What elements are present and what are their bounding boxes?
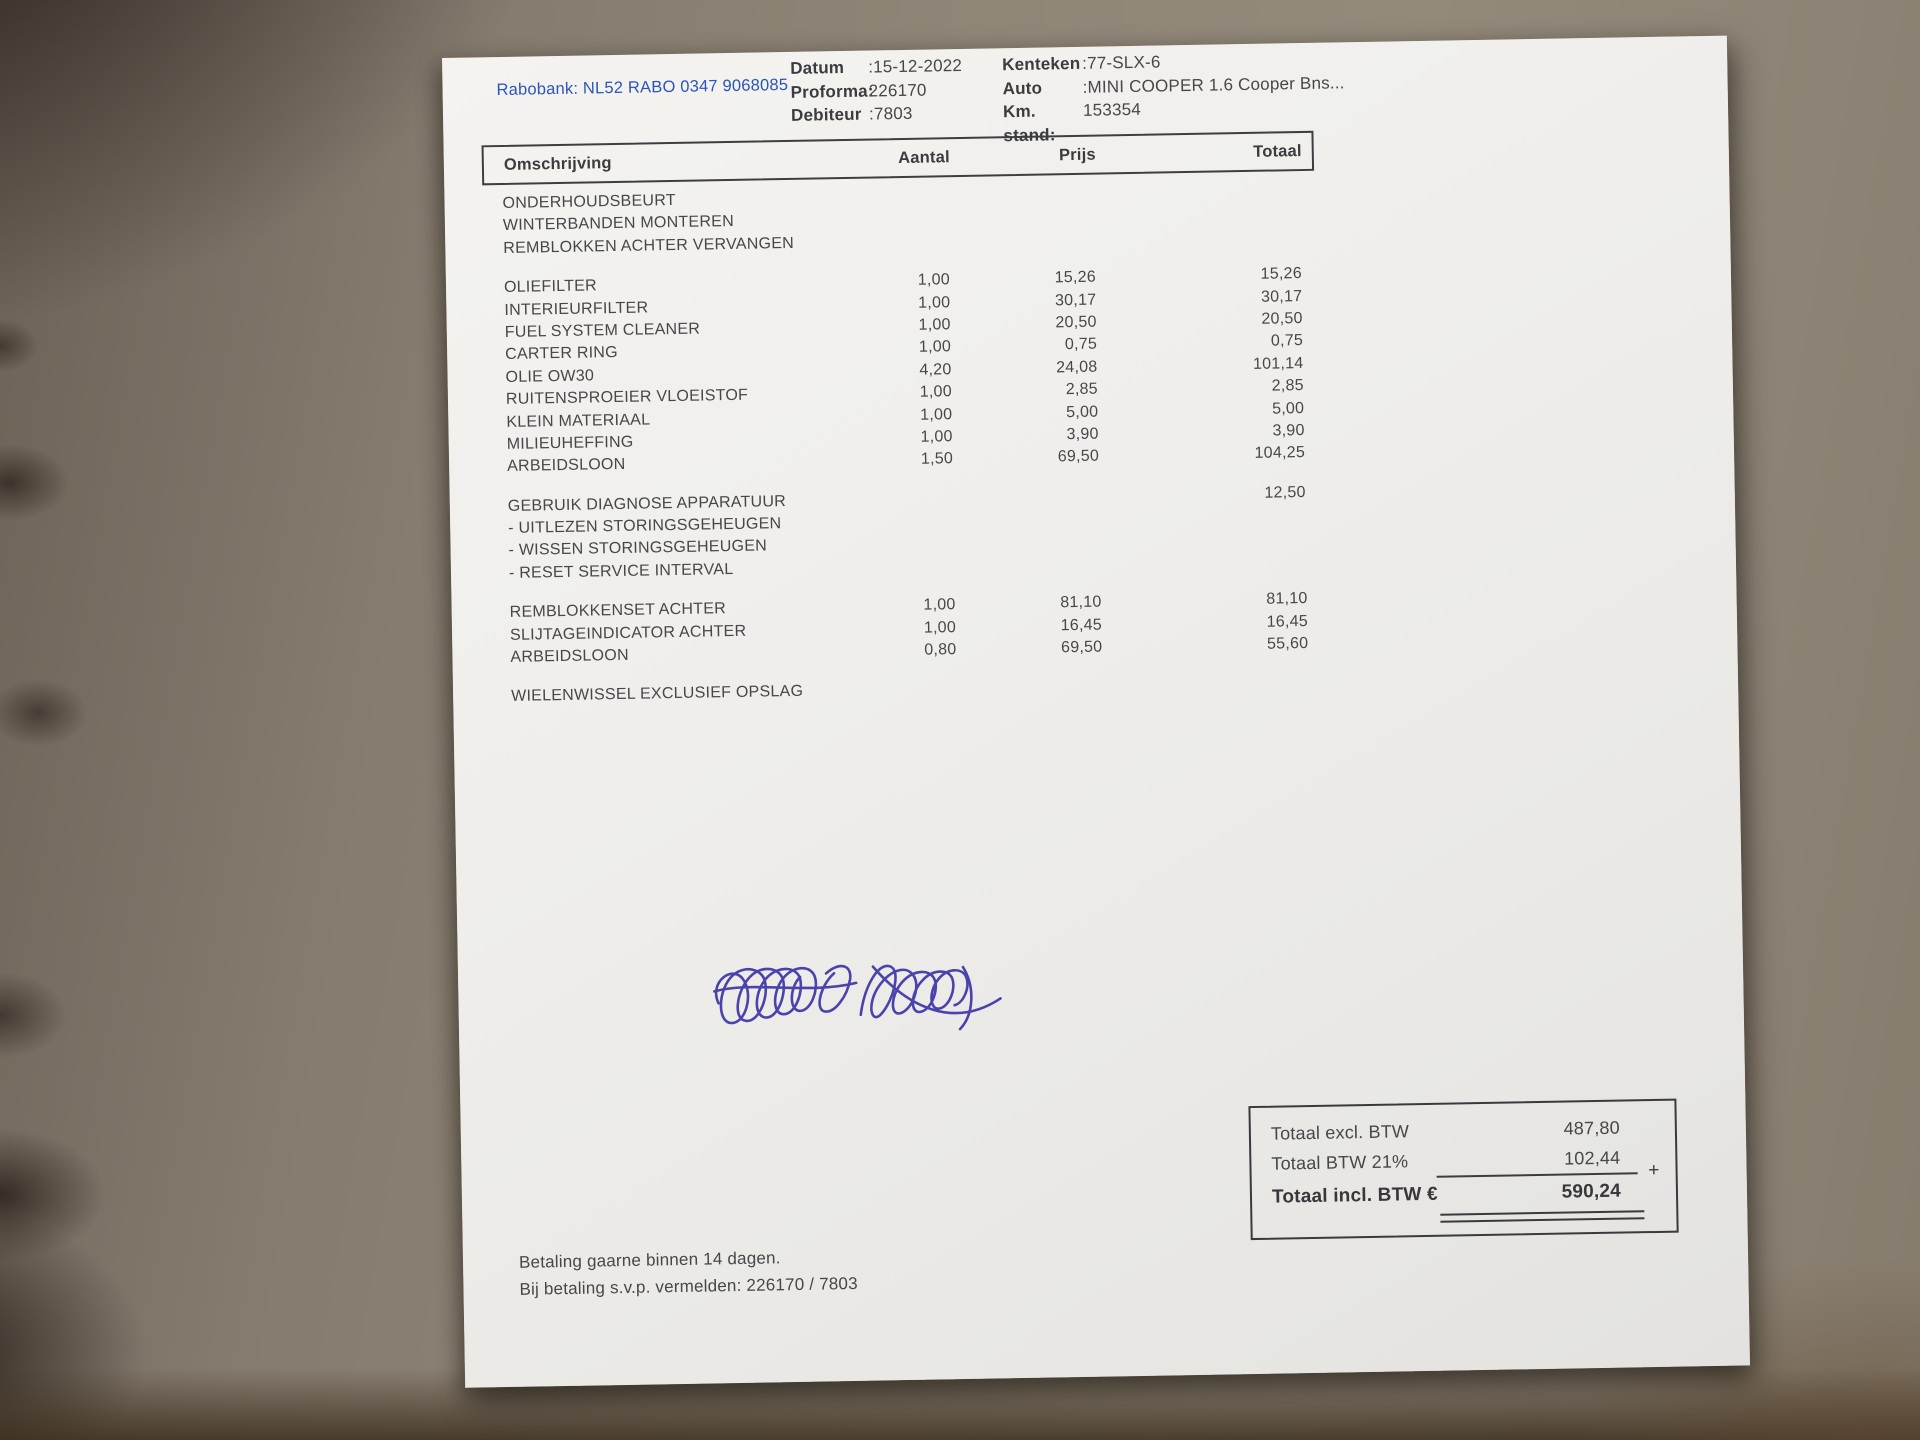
line-item-desc: FUEL SYSTEM CLEANER (504, 320, 701, 341)
line-item-prijs: 20,50 (1055, 313, 1097, 332)
line-item-aantal (802, 185, 948, 210)
line-item-totaal: 5,00 (1271, 399, 1305, 418)
line-item-desc: WIELENWISSEL EXCLUSIEF OPSLAG (511, 683, 804, 706)
line-items (482, 179, 1323, 709)
signature-stroke (716, 968, 817, 1023)
line-item-aantal (803, 230, 949, 255)
plus-sign: + (1648, 1159, 1660, 1182)
line-item-totaal (1095, 224, 1301, 250)
line-item-desc: GEBRUIK DIAGNOSE APPARATUUR (507, 492, 787, 515)
line-item-aantal (808, 510, 954, 535)
line-item-desc: ONDERHOUDSBEURT (502, 191, 676, 212)
line-item-totaal: 0,75 (1270, 332, 1304, 350)
line-item-prijs: 24,08 (1056, 358, 1098, 377)
meta-value: :MINI COOPER 1.6 Cooper Bns... (1082, 72, 1345, 97)
line-item-prijs (954, 530, 1100, 555)
line-item-prijs: 30,17 (1054, 291, 1097, 309)
meta-label: Datum (790, 57, 845, 78)
line-item-totaal: 16,45 (1266, 612, 1309, 631)
line-item-desc: KLEIN MATERIAAL (506, 410, 651, 431)
line-item-aantal (808, 533, 954, 558)
line-item-totaal: 2,85 (1271, 377, 1304, 395)
meta-value: 226170 (868, 80, 927, 101)
meta-value: :15-12-2022 (868, 55, 963, 77)
line-item-prijs: 69,50 (1057, 447, 1100, 466)
line-item-desc: RUITENSPROEIER VLOEISTOF (505, 386, 749, 409)
total-label: Totaal BTW 21% (1271, 1150, 1409, 1174)
payment-line-1: Betaling gaarne binnen 14 dagen. (518, 1248, 781, 1272)
line-item-desc: REMBLOKKENSET ACHTER (509, 600, 727, 622)
line-item-aantal (809, 555, 955, 580)
line-item-desc: WINTERBANDEN MONTEREN (502, 213, 735, 235)
line-item-aantal: 1,00 (923, 618, 957, 637)
payment-line-2: Bij betaling s.v.p. vermelden: 226170 / 7803 (519, 1273, 858, 1299)
total-incl-btw-row (1272, 1176, 1676, 1213)
line-item-prijs: 2,85 (1065, 380, 1099, 399)
line-item-totaal (1101, 549, 1307, 575)
total-label: Totaal incl. BTW € (1271, 1183, 1438, 1208)
line-item-aantal: 1,00 (923, 596, 956, 614)
line-item-prijs: 0,75 (1064, 335, 1098, 354)
line-item-aantal: 1,50 (920, 450, 954, 468)
line-item-aantal: 0,80 (924, 641, 957, 659)
line-item-desc: - UITLEZEN STORINGSGEHEUGEN (508, 515, 782, 537)
meta-field-debiteur (791, 101, 963, 127)
line-item-aantal (808, 488, 954, 513)
meta-label: Debiteur (790, 104, 862, 125)
column-header-prijs: Prijs (1058, 145, 1096, 164)
line-item-totaal: 101,14 (1252, 354, 1304, 373)
line-item-aantal: 1,00 (917, 271, 951, 289)
line-item-prijs (954, 508, 1100, 533)
meta-field-datum (790, 54, 962, 80)
line-item-aantal (803, 208, 949, 233)
total-value: 102,44 (1563, 1147, 1621, 1169)
line-item-desc: - WISSEN STORINGSGEHEUGEN (508, 537, 768, 560)
line-item-prijs: 5,00 (1065, 403, 1099, 421)
bank-account-line: Rabobank: NL52 RABO 0347 9068085 (496, 75, 789, 100)
payment-terms (519, 1243, 858, 1303)
signature-stroke (819, 966, 851, 1012)
line-item-totaal: 20,50 (1261, 309, 1303, 328)
line-item-prijs: 3,90 (1066, 425, 1099, 444)
line-item-totaal: 104,25 (1254, 444, 1306, 463)
line-item-desc: REMBLOKKEN ACHTER VERVANGEN (503, 234, 795, 257)
line-item-aantal: 1,00 (918, 293, 951, 312)
line-item-prijs (954, 485, 1100, 510)
meta-label: Proforma: (790, 80, 874, 102)
line-item-prijs: 16,45 (1060, 616, 1103, 634)
line-item-totaal: 55,60 (1266, 635, 1309, 653)
meta-label: Kenteken (1002, 53, 1081, 75)
line-item-desc: CARTER RING (505, 344, 619, 364)
line-item-desc: INTERIEURFILTER (504, 299, 649, 319)
line-item-aantal: 1,00 (918, 316, 951, 334)
line-item-prijs: 69,50 (1060, 638, 1103, 657)
line-item-prijs: 15,26 (1054, 268, 1097, 287)
line-item-desc: OLIE OW30 (505, 367, 595, 386)
line-item-aantal: 1,00 (918, 338, 952, 357)
line-item-totaal: 30,17 (1260, 287, 1303, 306)
line-item-prijs (948, 183, 1094, 208)
meta-field-proforma (790, 77, 962, 103)
signature-stroke (714, 983, 856, 991)
line-item-desc: SLIJTAGEINDICATOR ACHTER (509, 622, 747, 644)
meta-value: 153354 (1082, 99, 1142, 120)
line-item-desc: MILIEUHEFFING (506, 433, 634, 453)
line-item-totaal (1103, 672, 1309, 698)
line-item-desc: OLIEFILTER (503, 277, 598, 297)
column-header-omschrijving: Omschrijving (503, 153, 612, 174)
line-item-aantal (811, 679, 957, 704)
signature-scribble (707, 936, 1019, 1051)
line-item-aantal: 1,00 (919, 383, 953, 401)
line-item-prijs (949, 227, 1095, 252)
meta-value: :7803 (868, 103, 913, 124)
line-item-desc: ARBEIDSLOON (506, 456, 626, 476)
line-item-totaal: 81,10 (1266, 590, 1308, 608)
column-header-aantal: Aantal (898, 147, 950, 167)
line-item-prijs: 81,10 (1060, 593, 1102, 612)
line-item-aantal: 1,00 (920, 405, 953, 424)
column-header-totaal: Totaal (1253, 141, 1302, 161)
invoice-paper (442, 36, 1750, 1388)
total-value: 487,80 (1563, 1117, 1621, 1139)
line-item-prijs (955, 552, 1101, 577)
line-item-aantal: 4,20 (919, 360, 952, 379)
totals-box (1248, 1099, 1678, 1240)
line-item-desc: ARBEIDSLOON (510, 646, 629, 666)
line-item-totaal: 12,50 (1264, 483, 1306, 502)
meta-label: Km. stand: (1002, 101, 1056, 145)
table-header (482, 131, 1315, 186)
invoice-meta-left (790, 54, 963, 127)
line-item-desc: - RESET SERVICE INTERVAL (508, 560, 734, 582)
grand-total-double-underline (1440, 1210, 1644, 1223)
meta-label: Auto (1002, 78, 1043, 98)
line-item-totaal: 3,90 (1272, 421, 1305, 440)
line-item-totaal: 15,26 (1260, 265, 1303, 283)
total-label: Totaal excl. BTW (1270, 1120, 1410, 1144)
line-item-aantal: 1,00 (920, 428, 953, 446)
total-value: 590,24 (1561, 1180, 1622, 1203)
signature-stroke (860, 965, 968, 1018)
line-item-prijs (957, 676, 1103, 701)
meta-value: :77-SLX-6 (1082, 52, 1161, 73)
line-item-prijs (949, 205, 1095, 230)
